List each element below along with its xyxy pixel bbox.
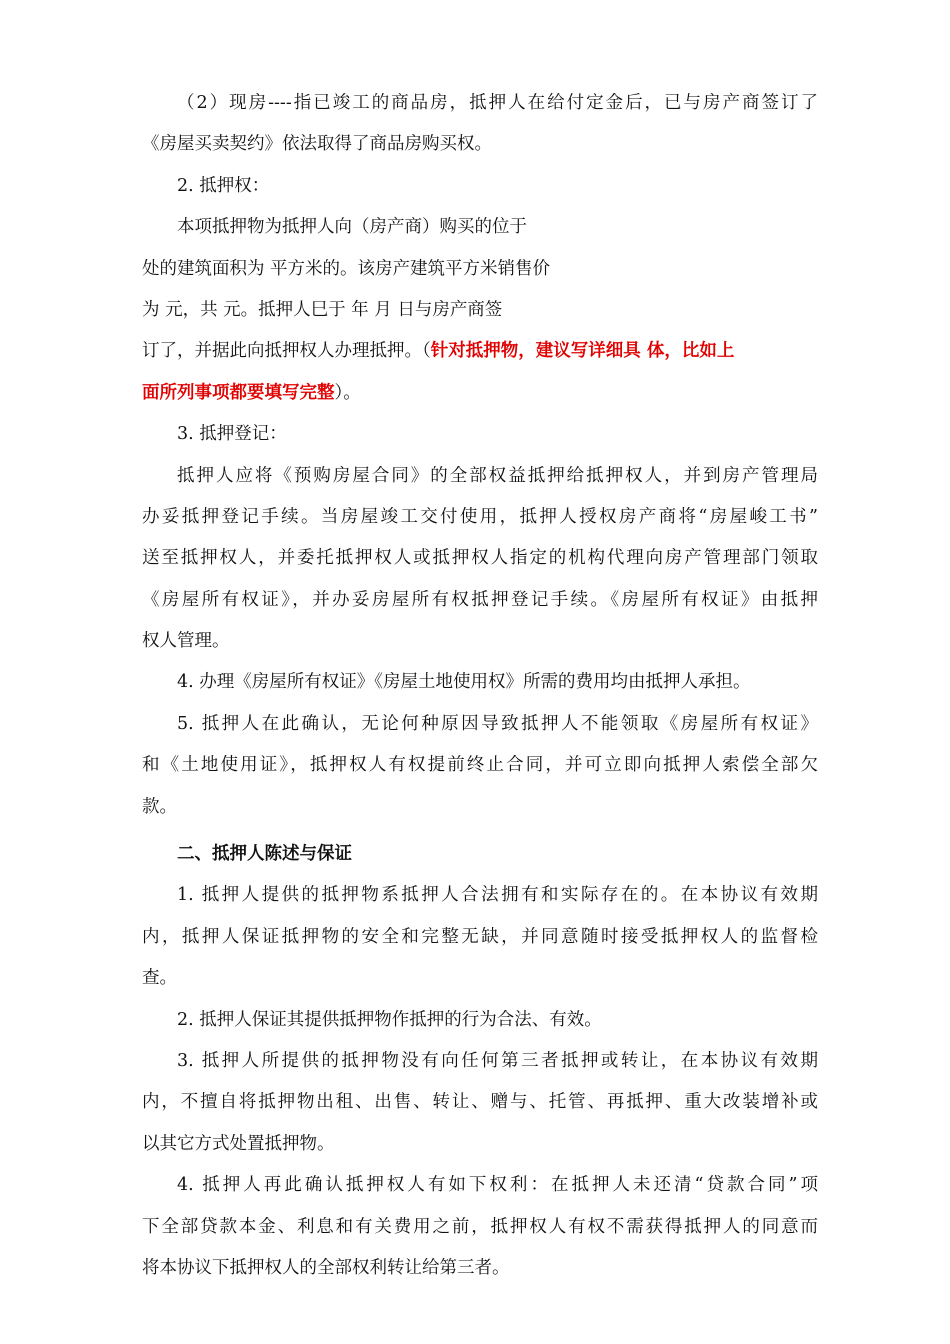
para-current-house-line-1: （2）现房----指已竣工的商品房，抵押人在给付定金后，已与房产商签订了 (177, 93, 818, 113)
item3-line-2: 办妥抵押登记手续。当房屋竣工交付使用，抵押人授权房产商将“房屋峻工书” (142, 506, 818, 527)
s2-item1-line-2: 内，抵押人保证抵押物的安全和完整无缺，并同意随时接受抵押权人的监督检 (142, 926, 818, 947)
s2-item4-line-1: 4. 抵押人再此确认抵押权人有如下权利：在抵押人未还清“贷款合同”项 (177, 1175, 818, 1196)
s2-item4-line-3: 将本协议下抵押权人的全部权利转让给第三者。 (142, 1257, 510, 1278)
item2-advice-note: 针对抵押物，建议写详细具 体，比如上 (430, 341, 735, 362)
item3-line-4: 《房屋所有权证》，并办妥房屋所有权抵押登记手续。《房屋所有权证》由抵押 (142, 589, 818, 610)
item3-line-3: 送至抵押权人，并委托抵押权人或抵押权人指定的机构代理向房产管理部门领取 (142, 548, 818, 569)
item5-line-3: 款。 (142, 796, 177, 817)
s2-item4-line-2: 下全部贷款本金、利息和有关费用之前，抵押权人有权不需获得抵押人的同意而 (142, 1216, 818, 1237)
item2-line-5 (142, 373, 818, 414)
item3-line-1: 抵押人应将《预购房屋合同》的全部权益抵押给抵押权人，并到房产管理局 (177, 465, 818, 486)
section2-heading: 二、抵押人陈述与保证 (177, 844, 352, 865)
item2-line-3: 为 元，共 元。抵押人巳于 年 月 日与房产商签 (142, 299, 503, 320)
s2-item3-line-1: 3. 抵押人所提供的抵押物没有向任何第三者抵押或转让，在本协议有效期 (177, 1050, 818, 1071)
item3-title: 3. 抵押登记： (177, 424, 287, 445)
s2-item3-line-2: 内，不擅自将抵押物出租、出售、转让、赠与、托管、再抵押、重大改装增补或 (142, 1092, 818, 1113)
s2-item1-line-3: 查。 (142, 968, 177, 989)
item2-advice-note-cont: 面所列事项都要填写完整 (142, 382, 335, 403)
item2-line-2: 处的建筑面积为 平方米的。该房产建筑平方米销售价 (142, 258, 551, 279)
s2-item1-line-1: 1. 抵押人提供的抵押物系抵押人合法拥有和实际存在的。在本协议有效期 (177, 885, 818, 906)
item3-line-5: 权人管理。 (142, 631, 230, 652)
item2-note-end: ）。 (334, 382, 361, 403)
item2-title: 2. 抵押权： (177, 175, 270, 196)
item2-line-4 (142, 331, 818, 372)
item2-line-1: 本项抵押物为抵押人向（房产商）购买的位于 (177, 217, 527, 238)
document-body (142, 83, 818, 1289)
item2-line-4-text: 订了，并据此向抵押权人办理抵押。（ (142, 341, 431, 362)
item5-line-1: 5. 抵押人在此确认，无论何种原因导致抵押人不能领取《房屋所有权证》 (177, 713, 818, 734)
s2-item2: 2. 抵押人保证其提供抵押物作抵押的行为合法、有效。 (177, 1009, 602, 1030)
item4: 4. 办理《房屋所有权证》《房屋土地使用权》所需的费用均由抵押人承担。 (177, 672, 751, 693)
s2-item3-line-3: 以其它方式处置抵押物。 (142, 1133, 335, 1154)
item5-line-2: 和《土地使用证》，抵押权人有权提前终止合同，并可立即向抵押人索偿全部欠 (142, 755, 818, 776)
para-current-house-line-2: 《房屋买卖契约》依法取得了商品房购买权。 (142, 134, 492, 155)
